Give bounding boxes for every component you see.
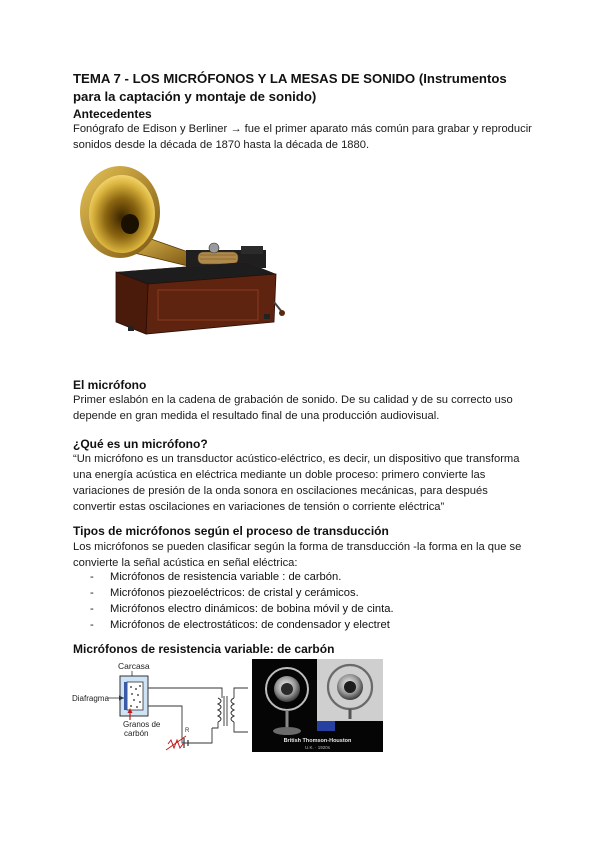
paragraph-antecedentes: [73, 121, 533, 153]
antecedentes-text: Fonógrafo de Edison y Berliner → fue el primer aparato más común para grabar y reproducir sonidos desde la década de 1870 hasta la década de 1880.: [73, 123, 532, 151]
svg-text:R: R: [185, 728, 190, 734]
bullet-dash: -: [90, 619, 94, 631]
list-item: [73, 617, 533, 633]
granos-label-line-1: Granos de: [123, 720, 161, 729]
heading-carbon: Micrófonos de resistencia variable: de carbón: [73, 642, 335, 656]
tipos-list: [73, 569, 533, 633]
heading-que-es: ¿Qué es un micrófono?: [73, 437, 208, 451]
list-item-text: Micrófonos electro dinámicos: de bobina móvil y de cinta.: [110, 603, 394, 615]
tipos-text: Los micrófonos se pueden clasificar según la forma de transducción -la forma en la que se convierte la señal acústica en señal eléctrica:: [73, 541, 522, 569]
photo-caption-line-2: U.K. · 1920s: [304, 745, 331, 750]
page-title: TEMA 7 - LOS MICRÓFONOS Y LA MESAS DE SONIDO (Instrumentos para la captación y montaje de sonido): [73, 71, 507, 104]
granos-label-line-2: carbón: [124, 729, 149, 738]
heading-antecedentes: Antecedentes: [73, 107, 152, 121]
bullet-dash: -: [90, 571, 94, 583]
paragraph-tipos: [73, 539, 533, 571]
heading-microfono: El micrófono: [73, 378, 147, 392]
paragraph-microfono: [73, 392, 533, 424]
bullet-dash: -: [90, 587, 94, 599]
microfono-text: Primer eslabón en la cadena de grabación de sonido. De su calidad y de su correcto uso depende en gran medida el resultado final de una producción audiovisual.: [73, 394, 513, 422]
heading-tipos: Tipos de micrófonos según el proceso de transducción: [73, 524, 389, 538]
list-item-text: Micrófonos de resistencia variable : de carbón.: [110, 571, 342, 583]
carbon-microphone-diagram: [72, 658, 250, 754]
list-item: [73, 585, 533, 601]
carcasa-label: Carcasa: [118, 661, 150, 671]
list-item: [73, 569, 533, 585]
list-item: [73, 601, 533, 617]
phonograph-image: [76, 162, 286, 337]
list-item-text: Micrófonos de electrostáticos: de condensador y electret: [110, 619, 390, 631]
bullet-dash: -: [90, 603, 94, 615]
carbon-microphones-photo: [252, 659, 383, 752]
que-es-text: “Un micrófono es un transductor acústico-eléctrico, es decir, un dispositivo que transforma una energía acústica en eléctrica mediante un doble proceso: primero convierte las variaciones de presión de la onda sonora en oscilaciones mecánicas, para después convertir estas oscilaciones en variaciones de tensión o corriente eléctrica”: [73, 453, 520, 513]
list-item-text: Micrófonos piezoeléctricos: de cristal y cerámicos.: [110, 587, 359, 599]
diafragma-label: Diafragma: [72, 694, 109, 703]
photo-caption-line-1: British Thomson-Houston: [283, 738, 352, 744]
paragraph-que-es: [73, 451, 533, 515]
